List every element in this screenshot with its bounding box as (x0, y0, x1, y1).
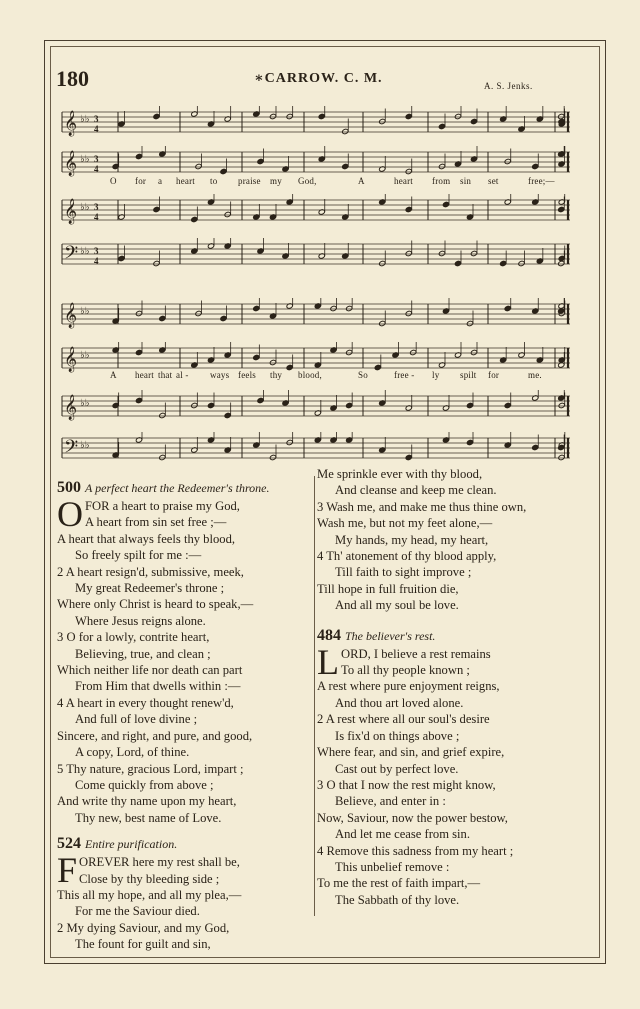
verse-line: Come quickly from above ; (75, 777, 214, 792)
lyric-syllable: praise (238, 176, 261, 186)
verse-line: Cast out by perfect love. (335, 761, 459, 776)
staff-system1-bass (58, 238, 578, 268)
staff-system1-treble-1 (58, 106, 578, 136)
page-number: 180 (56, 66, 89, 91)
verse-line: Me sprinkle ever with thy blood, (317, 467, 483, 481)
hymn-verses (57, 850, 312, 952)
verse-line: 5 Thy nature, gracious Lord, impart ; (57, 761, 244, 776)
lyric-syllable: set (488, 176, 499, 186)
lyric-syllable: heart (135, 370, 154, 380)
verse-line: The fount for guilt and sin, (75, 937, 211, 952)
lyric-syllable: for (488, 370, 500, 380)
lyric-syllable: me. (528, 370, 542, 380)
verse-line: Believing, true, and clean ; (75, 646, 211, 661)
verse-line: And write thy name upon my heart, (57, 794, 237, 809)
hymn-verses (317, 641, 579, 909)
staff-lines (58, 390, 578, 424)
lyric-syllable: free - (394, 370, 415, 380)
staff-system2-bass (58, 432, 578, 462)
verse-line: And let me cease from sin. (335, 827, 470, 842)
verse-line: Where Jesus reigns alone. (75, 613, 206, 628)
verse-line: This unbelief remove : (335, 859, 450, 874)
staff-system1-treble-2 (58, 146, 578, 176)
verse-line: Where fear, and sin, and grief expire, (317, 745, 505, 760)
lyric-syllable: spilt (460, 370, 477, 380)
staff-system2-treble-2 (58, 342, 578, 372)
lyrics-line-2 (58, 370, 578, 382)
lyric-syllable: heart (394, 176, 413, 186)
staff-lines (58, 106, 578, 140)
verse-line: Believe, and enter in : (335, 794, 446, 809)
staff-lines (58, 432, 578, 466)
tune-title: ∗CARROW. C. M. (254, 71, 383, 86)
verse-line: Thy new, best name of Love. (75, 810, 222, 825)
left-column (57, 480, 312, 953)
lyric-syllable: my (270, 176, 282, 186)
verse-line: Till faith to sight improve ; (335, 565, 472, 580)
verse-line: The Sabbath of thy love. (335, 892, 460, 907)
lyric-syllable: from (432, 176, 451, 186)
staff-lines (58, 238, 578, 272)
hymn-number: 500 (57, 479, 85, 496)
verse-line: Close by thy bleeding side ; (79, 871, 220, 886)
lyric-syllable: heart (176, 176, 195, 186)
verse-line: To me the rest of faith impart,— (317, 876, 481, 891)
verse-line: 2 A heart resign'd, submissive, meek, (57, 564, 244, 579)
svg-text:♭♭: ♭♭ (80, 398, 90, 409)
lyrics-line-1 (58, 176, 578, 188)
svg-text:𝄞: 𝄞 (64, 151, 78, 176)
svg-text:4: 4 (94, 256, 99, 266)
hymn-title: The believer's rest. (345, 628, 436, 643)
lyric-syllable: free;— (528, 176, 555, 186)
staff-lines (58, 298, 578, 332)
hymn-heading (57, 836, 312, 854)
verse-line: This all my hope, and all my plea,— (57, 887, 242, 902)
verse-line: 2 A rest where all our soul's desire (317, 712, 490, 727)
svg-text:3: 3 (94, 246, 99, 256)
lyric-syllable: that (158, 370, 173, 380)
lyric-syllable: O (110, 176, 117, 186)
verse-line: And thou art loved alone. (335, 695, 464, 710)
composer-credit: A. S. Jenks. (484, 81, 533, 91)
lyric-syllable: A (358, 176, 365, 186)
verse-line: 4 Th' atonement of thy blood apply, (317, 549, 497, 564)
verse-line: 3 Wash me, and make me thus thine own, (317, 499, 527, 514)
hymn-number: 484 (317, 626, 345, 644)
drop-cap: F (57, 850, 78, 891)
verse-line: And full of love divine ; (75, 712, 198, 727)
verse-line: Now, Saviour, now the power bestow, (317, 810, 508, 825)
hymn-title: A perfect heart the Redeemer's throne. (85, 481, 270, 495)
svg-text:♭♭: ♭♭ (80, 202, 90, 213)
verse-line: For me the Saviour died. (75, 904, 200, 919)
svg-text:𝄢: 𝄢 (64, 243, 79, 268)
hymn-verses (57, 494, 312, 826)
hymn-title: Entire purification. (85, 837, 178, 852)
verse-line: So freely spilt for me :— (75, 548, 202, 563)
lyric-syllable: a (158, 176, 163, 186)
verse-line: Till hope in full fruition die, (317, 581, 459, 596)
staff-system2-treble-3 (58, 390, 578, 420)
svg-text:𝄞: 𝄞 (64, 395, 78, 420)
verse-line: 2 My dying Saviour, and my God, (57, 920, 230, 935)
svg-text:♭♭: ♭♭ (80, 350, 90, 361)
lyric-syllable: sin (460, 176, 472, 186)
lyric-syllable: to (210, 176, 218, 186)
verse-line: Which neither life nor death can part (57, 663, 243, 678)
svg-text:𝄞: 𝄞 (64, 303, 78, 328)
lyric-syllable: ways (210, 370, 230, 380)
svg-text:3: 3 (94, 114, 99, 124)
lyric-syllable: al - (176, 370, 189, 380)
svg-text:4: 4 (94, 212, 99, 222)
lyric-syllable: A (110, 370, 117, 380)
verse-line: Where only Christ is heard to speak,— (57, 597, 254, 612)
drop-cap: O (57, 494, 83, 534)
verse-line: To all thy people known ; (341, 663, 470, 678)
hymn-number: 524 (57, 835, 85, 853)
svg-text:3: 3 (94, 154, 99, 164)
staff-lines (58, 146, 578, 180)
verse-line: 4 A heart in every thought renew'd, (57, 695, 234, 710)
page-header (56, 66, 556, 96)
verse-line: Wash me, but not my feet alone,— (317, 516, 493, 531)
hymn-heading (57, 480, 312, 498)
svg-text:3: 3 (94, 202, 99, 212)
lyric-syllable: for (135, 176, 147, 186)
verse-line: My hands, my head, my heart, (335, 532, 489, 547)
verse-line: And cleanse and keep me clean. (335, 483, 497, 498)
verse-line: 3 O that I now the rest might know, (317, 777, 496, 792)
verse-line: A rest where pure enjoyment reigns, (317, 679, 500, 694)
svg-text:𝄢: 𝄢 (64, 437, 79, 462)
svg-text:♭♭: ♭♭ (80, 246, 90, 257)
column-divider (314, 476, 315, 916)
svg-text:4: 4 (94, 124, 99, 134)
verse-line: Sincere, and right, and pure, and good, (57, 728, 253, 743)
lyric-syllable: feels (238, 370, 256, 380)
lyric-syllable: So (358, 370, 368, 380)
verse-line: OREVER here my rest shall be, (79, 855, 240, 870)
right-column (317, 466, 579, 908)
lyric-syllable: blood, (298, 370, 322, 380)
verse-line: 4 Remove this sadness from my heart ; (317, 843, 514, 858)
verse-line: From Him that dwells within :— (75, 679, 241, 694)
staff-system2-treble-1 (58, 298, 578, 328)
verse-line: ORD, I believe a rest remains (341, 646, 491, 661)
verse-line: 3 O for a lowly, contrite heart, (57, 630, 210, 645)
verse-line: A copy, Lord, of thine. (75, 745, 190, 760)
svg-text:4: 4 (94, 164, 99, 174)
verse-line: A heart from sin set free ;— (85, 515, 227, 530)
verse-line: FOR a heart to praise my God, (85, 499, 240, 513)
drop-cap: L (317, 641, 339, 682)
staff-system1-treble-3 (58, 194, 578, 224)
lyric-syllable: ly (432, 370, 440, 380)
svg-text:♭♭: ♭♭ (80, 154, 90, 165)
svg-text:♭♭: ♭♭ (80, 440, 90, 451)
lyric-syllable: God, (298, 176, 317, 186)
staff-lines (58, 194, 578, 228)
svg-text:𝄞: 𝄞 (64, 111, 78, 136)
verse-line: A heart that always feels thy blood, (57, 531, 236, 546)
lyric-syllable: thy (270, 370, 283, 380)
verse-line: Is fix'd on things above ; (335, 728, 460, 743)
svg-text:♭♭: ♭♭ (80, 114, 90, 125)
svg-text:♭♭: ♭♭ (80, 306, 90, 317)
verse-line: And all my soul be love. (335, 598, 459, 613)
hymn-heading (317, 628, 579, 646)
svg-text:𝄞: 𝄞 (64, 199, 78, 224)
svg-text:𝄞: 𝄞 (64, 347, 78, 372)
verse-line: My great Redeemer's throne ; (75, 581, 225, 596)
